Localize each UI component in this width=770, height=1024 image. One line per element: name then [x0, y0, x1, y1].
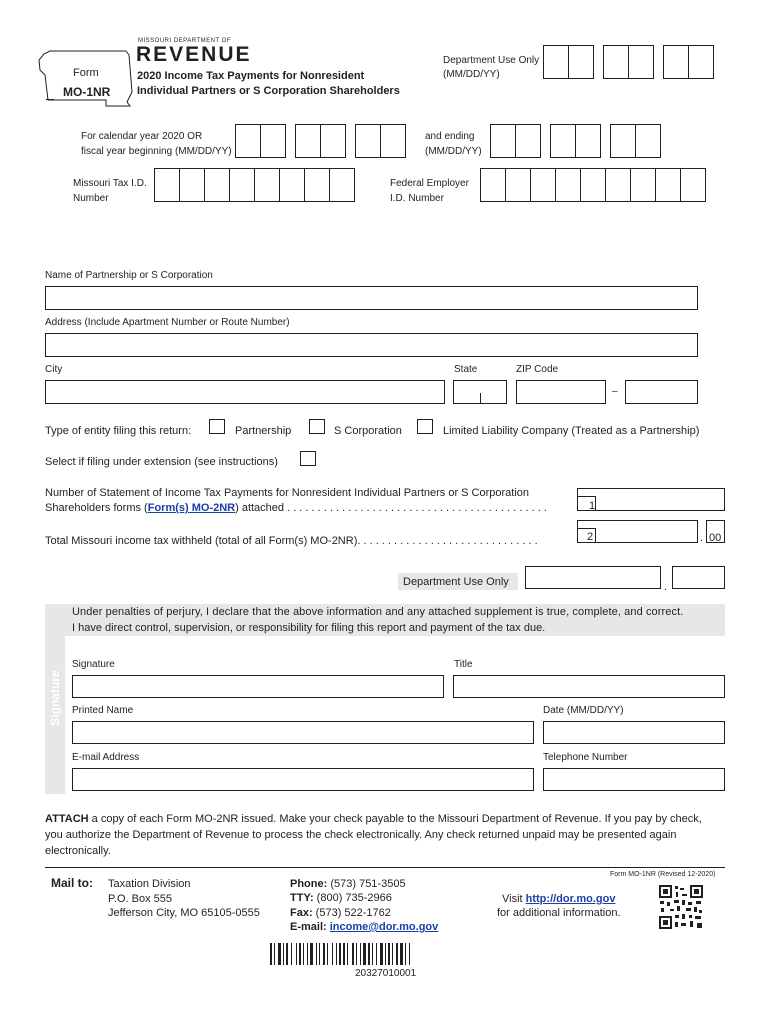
city-input[interactable] [45, 380, 445, 404]
date-label: Date (MM/DD/YY) [543, 705, 624, 716]
name-label: Name of Partnership or S Corporation [45, 270, 213, 281]
website-link[interactable]: http://dor.mo.gov [525, 893, 616, 905]
line2-dollars-input[interactable] [577, 520, 698, 543]
fein-label-2: I.D. Number [390, 193, 444, 204]
mail-address-2: P.O. Box 555 [108, 893, 173, 905]
period-end-label-1: and ending [425, 131, 475, 142]
dept-use-dollars-box [525, 566, 661, 589]
fax-line: Fax: (573) 522-1762 [290, 907, 391, 919]
name-input[interactable] [45, 286, 698, 310]
partnership-checkbox[interactable] [209, 419, 225, 434]
qr-code-icon [658, 884, 704, 930]
attach-line2: you authorize the Department of Revenue to process the check electronically. Any check returned unpaid may be presented again [45, 829, 677, 841]
agency-small-text: MISSOURI DEPARTMENT OF [138, 38, 232, 44]
entity-type-label: Type of entity filing this return: [45, 425, 192, 437]
email-input[interactable] [72, 768, 534, 791]
date-input[interactable] [543, 721, 725, 744]
declaration-line1: Under penalties of perjury, I declare that the above information and any attached supplement is true, complete, and correct. [72, 606, 684, 618]
telephone-input[interactable] [543, 768, 725, 791]
period-begin-cells[interactable] [235, 124, 405, 158]
printed-name-label: Printed Name [72, 705, 134, 716]
fein-label-1: Federal Employer [390, 178, 469, 189]
dept-use-date-cells [543, 45, 713, 79]
footer-divider [45, 867, 725, 868]
state-input[interactable] [453, 380, 507, 404]
printed-name-input[interactable] [72, 721, 534, 744]
llc-label: Limited Liability Company (Treated as a Partnership) [443, 425, 700, 437]
email-line: E-mail: income@dor.mo.gov [290, 921, 439, 933]
dept-use-only-label: Department Use Only [403, 576, 509, 588]
additional-info: for additional information. [497, 907, 621, 919]
dept-use-format: (MM/DD/YY) [443, 69, 500, 80]
signature-input[interactable] [72, 675, 444, 698]
line2-decimal: . [700, 532, 704, 544]
mo-tax-id-label-2: Number [73, 193, 109, 204]
revenue-logo: REVENUE [136, 43, 252, 66]
s-corporation-checkbox[interactable] [309, 419, 325, 434]
line1-input[interactable] [577, 488, 725, 511]
period-end-cells[interactable] [490, 124, 660, 158]
zip-plus4-input[interactable] [625, 380, 698, 404]
mo-tax-id-cells[interactable] [154, 168, 354, 202]
email-label: E-mail Address [72, 752, 140, 763]
form-label: Form [73, 67, 99, 79]
city-label: City [45, 364, 63, 375]
state-label: State [454, 364, 478, 375]
revised-note: Form MO-1NR (Revised 12-2020) [610, 871, 716, 878]
line1-number: 1 [589, 500, 596, 512]
dept-use-decimal: . [664, 581, 668, 593]
title-input[interactable] [453, 675, 725, 698]
phone-line: Phone: (573) 751-3505 [290, 878, 406, 890]
barcode-icon [270, 943, 500, 965]
partnership-label: Partnership [235, 425, 292, 437]
telephone-label: Telephone Number [543, 752, 628, 763]
mail-address-1: Taxation Division [108, 878, 191, 890]
barcode-number: 20327010001 [355, 968, 417, 979]
line2-cents: 00 [709, 532, 722, 544]
extension-checkbox[interactable] [300, 451, 316, 466]
fein-cells[interactable] [480, 168, 705, 202]
email-link[interactable]: income@dor.mo.gov [329, 921, 439, 933]
attach-line1: ATTACH a copy of each Form MO-2NR issued. Make your check payable to the Missouri Department of Revenue. If you pay by check, [45, 813, 702, 825]
dept-use-label: Department Use Only [443, 55, 540, 66]
title-label: Title [454, 659, 473, 670]
signature-label: Signature [72, 659, 115, 670]
mo-tax-id-label-1: Missouri Tax I.D. [73, 178, 147, 189]
llc-checkbox[interactable] [417, 419, 433, 434]
address-input[interactable] [45, 333, 698, 357]
tty-line: TTY: (800) 735-2966 [290, 892, 392, 904]
line1-text-1: Number of Statement of Income Tax Payments for Nonresident Individual Partners or S Corporation [45, 487, 530, 499]
mail-to-label: Mail to: [51, 876, 93, 890]
signature-side-label: Signature [48, 670, 62, 726]
form-mo2nr-link[interactable]: Form(s) MO-2NR [147, 502, 236, 514]
zip-label: ZIP Code [516, 364, 559, 375]
declaration-line2: I have direct control, supervision, or responsibility for filing this report and payment of the tax due. [72, 622, 546, 634]
line2-text: Total Missouri income tax withheld (total of all Form(s) MO-2NR). . . . . . . . . . . . . . . . . . . . . . . . . . . . . . [45, 535, 538, 547]
mail-address-3: Jefferson City, MO 65105-0555 [108, 907, 260, 919]
attach-line3: electronically. [45, 845, 111, 857]
form-number: MO-1NR [63, 85, 111, 99]
form-title-line1: 2020 Income Tax Payments for Nonresident [137, 70, 365, 82]
period-begin-label-1: For calendar year 2020 OR [81, 131, 203, 142]
s-corporation-label: S Corporation [334, 425, 402, 437]
extension-label: Select if filing under extension (see instructions) [45, 456, 278, 468]
dept-use-cents-box [672, 566, 725, 589]
form-title-line2: Individual Partners or S Corporation Shareholders [137, 85, 400, 97]
line2-number: 2 [587, 531, 594, 543]
line1-text-2: Shareholders forms (Form(s) MO-2NR) attached . . . . . . . . . . . . . . . . . . . . . . . . . . . . . . . . . . . . . . . . . . . [45, 502, 547, 514]
period-end-label-2: (MM/DD/YY) [425, 146, 482, 157]
period-begin-label-2: fiscal year beginning (MM/DD/YY) [81, 146, 232, 157]
visit-line: Visit http://dor.mo.gov [502, 893, 616, 905]
address-label: Address (Include Apartment Number or Route Number) [45, 317, 290, 328]
zip-input[interactable] [516, 380, 606, 404]
zip-dash: – [612, 386, 618, 397]
